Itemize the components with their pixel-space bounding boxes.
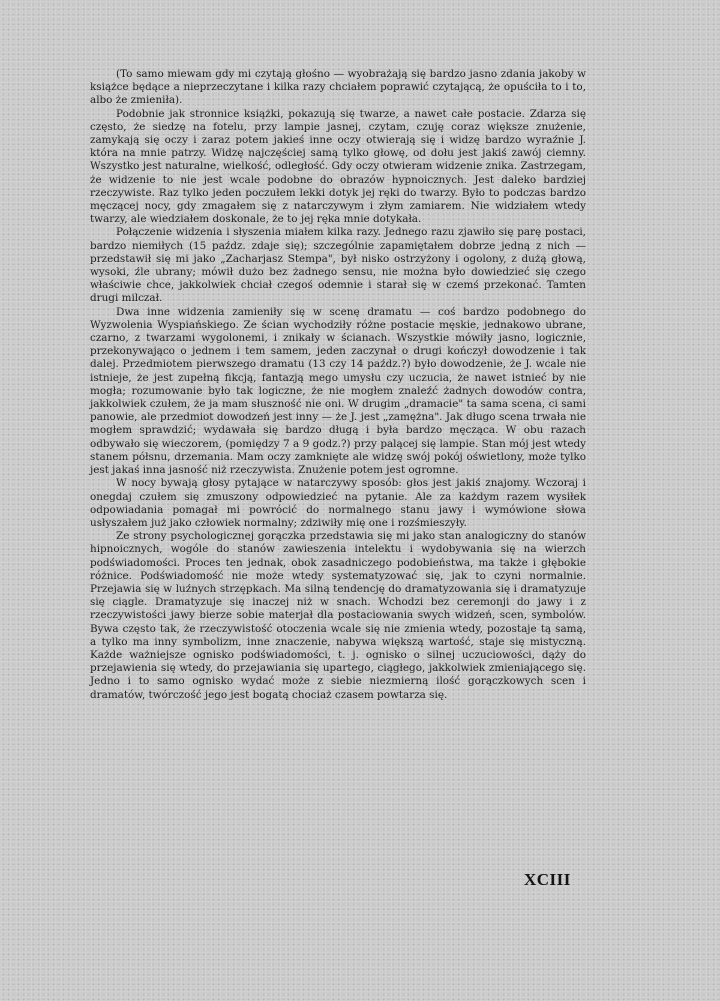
body-text xyxy=(90,68,586,702)
paragraph-6: Ze strony psychologicznej gorączka przedstawia się mi jako stan analogiczny do stanów hipnoicznych, wogóle do stanów zawieszenia intelektu i wydobywania się na wierzch podświadomości. Proces ten jednak, obok zasadniczego podobieństwa, ma także i głębokie różnice. Podświadomość nie może wtedy systematyzować się, jak to czyni normalnie. Przejawia się w luźnych strzępkach. Ma silną tendencję do dramatyzowania się i dramatyzuje się ciągle. Dramatyzuje się inaczej niż w snach. Wchodzi bez ceremonji do jawy i z rzeczywistości jawy bierze sobie materjał dla postaciowania swych widzeń, scen, symbolów. Bywa często tak, że rzeczywistość otoczenia wcale się nie zmienia wtedy, pozostaje tą samą, a tylko ma inny symbolizm, inne znaczenie, nabywa większą wartość, staje się mistyczną. Każde ważniejsze ognisko podświadomości, t. j. ognisko o silnej uczuciowości, dąży do przejawienia się wtedy, do przejawiania się upartego, ciągłego, jakkolwiek zmieniającego się. Jedno i to samo ognisko wydać może z siebie niezmierną ilość gorączkowych scen i dramatów, twórczość jego jest bogatą chociaż czasem powtarza się. xyxy=(90,530,586,701)
page-number: XCIII xyxy=(524,870,571,889)
paragraph-5: W nocy bywają głosy pytające w natarczywy sposób: głos jest jakiś znajomy. Wczoraj i onegdaj czułem się zmuszony odpowiedzieć na pytanie. Ale za każdym razem wysiłek odpowiadania pomagał mi powrócić do normalnego stanu jawy i wymówione słowa usłyszałem już jako człowiek normalny; zdziwiły mię one i rozśmieszyły. xyxy=(90,477,586,529)
paragraph-3: Połączenie widzenia i słyszenia miałem kilka razy. Jednego razu zjawiło się parę postaci, bardzo niemiłych (15 paźdz. zdaje się); szczególnie zapamiętałem dobrze jedną z nich — przedstawił się mi jako „Zacharjasz Stempa", był nisko ostrzyżony i ogolony, z dużą głową, wysoki, źle ubrany; mówił dużo bez żadnego sensu, nie można było dowiedzieć się czego właściwie chce, jakkolwiek chciał czegoś odemnie i starał się w czemś przekonać. Tamten drugi milczał. xyxy=(90,226,586,305)
paragraph-4: Dwa inne widzenia zamieniły się w scenę dramatu — coś bardzo podobnego do Wyzwolenia Wyspiańskiego. Ze ścian wychodziły różne postacie męskie, jednakowo ubrane, czarno, z twarzami wygolonemi, i znikały w ścianach. Wszystkie mówiły jasno, logicznie, przekonywająco o jednem i tem samem, jeden zaczynał o drugi kończył dowodzenie i tak dalej. Przedmiotem pierwszego dramatu (13 czy 14 paźdz.?) było dowodzenie, że J. wcale nie istnieje, że jest zupełną fikcją, fantazją mego umysłu czy uczucia, że nawet istnieć by nie mogła; rozumowanie było tak logiczne, że nie mogłem znaleźć żadnych dowodów contra, jakkolwiek czułem, że ja mam słuszność nie oni. W drugim „dramacie" ta sama scena, ci sami panowie, ale przedmiot dowodzeń jest inny — że J. jest „zamężna". Jak długo scena trwała nie mogłem sprawdzić; wydawała się bardzo długą i była bardzo męcząca. W obu razach odbywało się wieczorem, (pomiędzy 7 a 9 godz.?) przy palącej się lampie. Stan mój jest wtedy stanem półsnu, drzemania. Mam oczy zamknięte ale widzę swój pokój oświetlony, może tylko jest jakaś inna jasność niż rzeczywista. Znużenie potem jest ogromne. xyxy=(90,305,586,477)
paragraph-1: (To samo miewam gdy mi czytają głośno — wyobrażają się bardzo jasno zdania jakoby w książce będące a nieprzeczytane i kilka razy chciałem poprawić czytającą, że opuściła to i to, albo że zmieniła). xyxy=(90,68,586,107)
paragraph-2: Podobnie jak stronnice książki, pokazują się twarze, a nawet całe postacie. Zdarza się często, że siedzę na fotelu, przy lampie jasnej, czytam, czuję coraz większe znużenie, zamykają się oczy i zaraz potem jakieś inne oczy otwierają się i widzę bardzo wyraźnie J. która na mnie patrzy. Widzę najczęściej samą tylko głowę, od dołu jest jakiś zawój ciemny. Wszystko jest naturalne, wielkość, odległość. Gdy oczy otwieram widzenie znika. Zastrzegam, że widzenie to nie jest wcale podobne do obrazów hypnoicznych. Jest daleko bardziej rzeczywiste. Raz tylko jeden poczułem lekki dotyk jej ręki do twarzy. Było to podczas bardzo męczącej nocy, gdy zmagałem się z natarczywym i złym zamiarem. Nie widziałem wtedy twarzy, ale wiedziałem doskonale, że to jej ręka mnie dotykała. xyxy=(90,107,586,226)
